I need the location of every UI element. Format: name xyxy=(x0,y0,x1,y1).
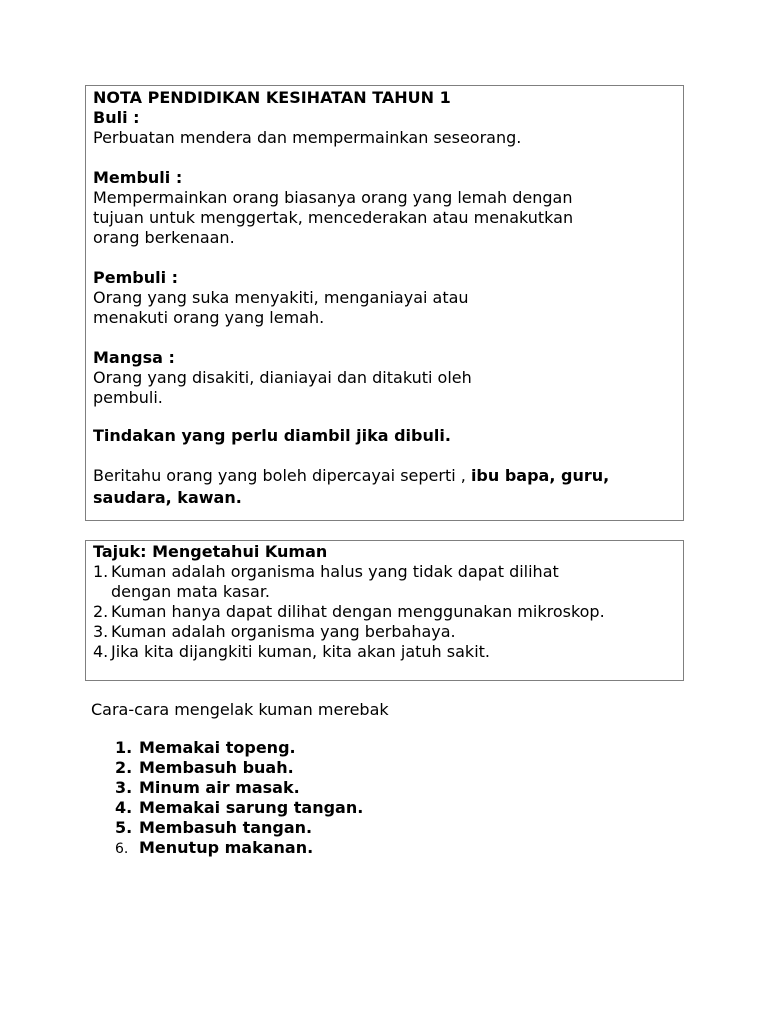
list-item-text: Memakai topeng. xyxy=(139,738,296,757)
cara-section xyxy=(91,698,389,857)
list-item-number: 2. xyxy=(93,602,109,621)
pembuli-definition-line: menakuti orang yang lemah. xyxy=(93,308,325,327)
list-item xyxy=(93,562,676,602)
membuli-definition-line: orang berkenaan. xyxy=(93,228,235,247)
list-item xyxy=(115,758,363,778)
list-item xyxy=(115,798,363,818)
kuman-title: Tajuk: Mengetahui Kuman xyxy=(93,542,328,561)
list-item xyxy=(93,602,676,622)
list-item-number: 3. xyxy=(115,778,133,797)
pembuli-definition-line: Orang yang suka menyakiti, menganiayai atau xyxy=(93,288,469,307)
pembuli-heading: Pembuli : xyxy=(93,268,179,287)
mangsa-definition-line: pembuli. xyxy=(93,388,163,407)
nota-box xyxy=(85,85,684,521)
list-item xyxy=(115,838,363,859)
list-item-number: 2. xyxy=(115,758,133,777)
kuman-box xyxy=(85,540,684,681)
list-item-text: Menutup makanan. xyxy=(139,838,314,857)
mangsa-definition-line: Orang yang disakiti, dianiayai dan ditakuti oleh xyxy=(93,368,472,387)
list-item-text: dengan mata kasar. xyxy=(111,582,271,601)
list-item-number: 4. xyxy=(93,642,109,661)
beritahu-prefix: Beritahu orang yang boleh dipercayai seperti , xyxy=(93,466,471,485)
list-item-number: 1. xyxy=(93,562,109,581)
list-item xyxy=(115,738,363,758)
membuli-definition-line: Mempermainkan orang biasanya orang yang lemah dengan xyxy=(93,188,573,207)
list-item xyxy=(115,818,363,838)
cara-list xyxy=(115,738,363,859)
list-item xyxy=(115,778,363,798)
list-item-number: 5. xyxy=(115,818,133,837)
beritahu-line-1 xyxy=(93,464,676,488)
list-item-text: Memakai sarung tangan. xyxy=(139,798,364,817)
list-item-number: 1. xyxy=(115,738,133,757)
cara-heading: Cara-cara mengelak kuman merebak xyxy=(91,700,389,719)
list-item-text: Membasuh buah. xyxy=(139,758,294,777)
list-item-text: Kuman adalah organisma yang berbahaya. xyxy=(111,622,456,641)
kuman-list xyxy=(93,562,676,662)
beritahu-bold-1: ibu bapa, guru, xyxy=(470,466,610,485)
list-item-text: Kuman adalah organisma halus yang tidak dapat dilihat xyxy=(111,562,559,581)
list-item xyxy=(93,642,676,662)
buli-heading: Buli : xyxy=(93,108,140,127)
tindakan-heading: Tindakan yang perlu diambil jika dibuli. xyxy=(93,426,451,445)
list-item-number: 4. xyxy=(115,798,133,817)
mangsa-heading: Mangsa : xyxy=(93,348,175,367)
list-item-number: 3. xyxy=(93,622,109,641)
beritahu-bold-2: saudara, kawan. xyxy=(93,488,242,507)
membuli-definition-line: tujuan untuk menggertak, mencederakan atau menakutkan xyxy=(93,208,574,227)
nota-title: NOTA PENDIDIKAN KESIHATAN TAHUN 1 xyxy=(93,88,451,107)
list-item-text: Minum air masak. xyxy=(139,778,300,797)
list-item-text: Jika kita dijangkiti kuman, kita akan jatuh sakit. xyxy=(111,642,490,661)
buli-definition: Perbuatan mendera dan mempermainkan seseorang. xyxy=(93,128,522,147)
list-item-text: Membasuh tangan. xyxy=(139,818,313,837)
list-item-text: Kuman hanya dapat dilihat dengan menggunakan mikroskop. xyxy=(111,602,605,621)
list-item xyxy=(93,622,676,642)
membuli-heading: Membuli : xyxy=(93,168,183,187)
list-item-number: 6. xyxy=(115,841,129,857)
